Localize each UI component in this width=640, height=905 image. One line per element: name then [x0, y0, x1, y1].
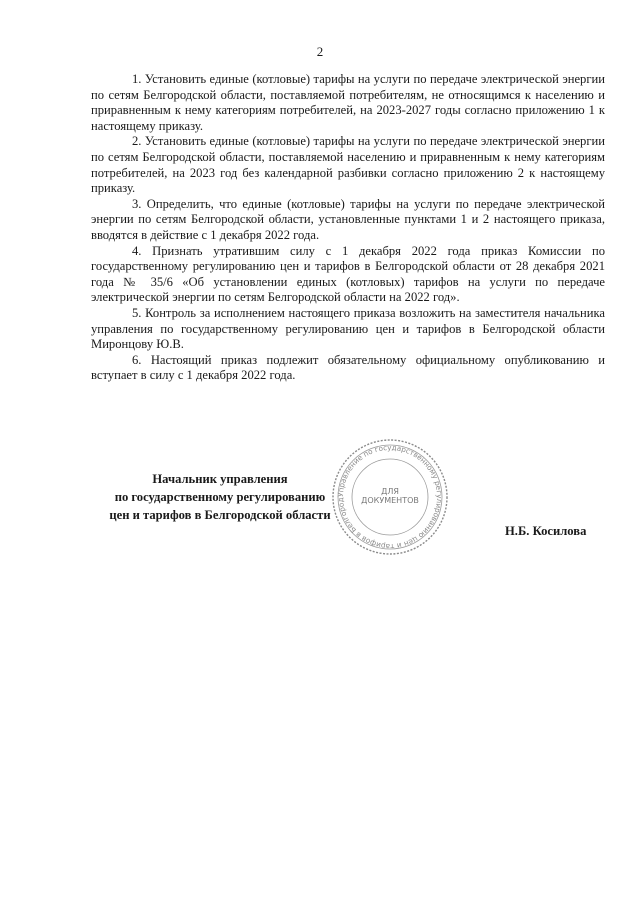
seal-center-line-2: ДОКУМЕНТОВ [361, 496, 419, 505]
signature-block [0, 470, 640, 560]
paragraph-2: 2. Установить единые (котловые) тарифы на услуги по передаче электрической энергии по сетям Белгородской области, поставляемой населению и приравненным к нему категориям потребителей, на 2023 год без календарной разбивки согласно приложению 2 к настоящему приказу. [91, 134, 605, 196]
official-seal-stamp [330, 437, 450, 557]
signatory-title [100, 470, 340, 524]
signatory-name: Н.Б. Косилова [505, 524, 587, 538]
paragraph-3: 3. Определить, что единые (котловые) тарифы на услуги по передаче электрической энергии по сетям Белгородской области, установленные пунктами 1 и 2 настоящего приказа, вводятся в действие с 1 декабря 2022 года. [91, 196, 605, 242]
page-number: 2 [316, 44, 324, 59]
paragraph-1: 1. Установить единые (котловые) тарифы на услуги по передаче электрической энергии по сетям Белгородской области, поставляемой потребителям, не относящимся к населению и приравненным к нему категориям потребителей, на 2023-2027 годы согласно приложению 1 к настоящему приказу. [91, 72, 605, 133]
paragraph-4: 4. Признать утратившим силу с 1 декабря 2022 года приказ Комиссии по государственному регулированию цен и тарифов в Белгородской области от 28 декабря 2021 года № 35/6 «Об установлении единых (котловых) тарифов на услуги по передаче электрической энергии по сетям Белгородской области на 2022 год». [91, 243, 605, 305]
paragraph-6: 6. Настоящий приказ подлежит обязательному официальному опубликованию и вступает в силу с 1 декабря 2022 года. [91, 352, 605, 383]
signatory-title-line-2: по государственному регулированию [114, 490, 326, 504]
signatory-title-line-1: Начальник управления [152, 472, 288, 486]
signatory-title-line-3: цен и тарифов в Белгородской области [109, 508, 331, 522]
seal-ring-text: Управление по государственному регулированию цен и тарифов в Белгород [335, 442, 445, 552]
seal-center-text [360, 487, 420, 505]
paragraph-5: 5. Контроль за исполнением настоящего приказа возложить на заместителя начальника управления по государственному регулированию цен и тарифов в Белгородской области Миронцову Ю.В. [91, 305, 605, 352]
seal-center-line-1: ДЛЯ [381, 487, 399, 496]
order-text [91, 72, 605, 384]
